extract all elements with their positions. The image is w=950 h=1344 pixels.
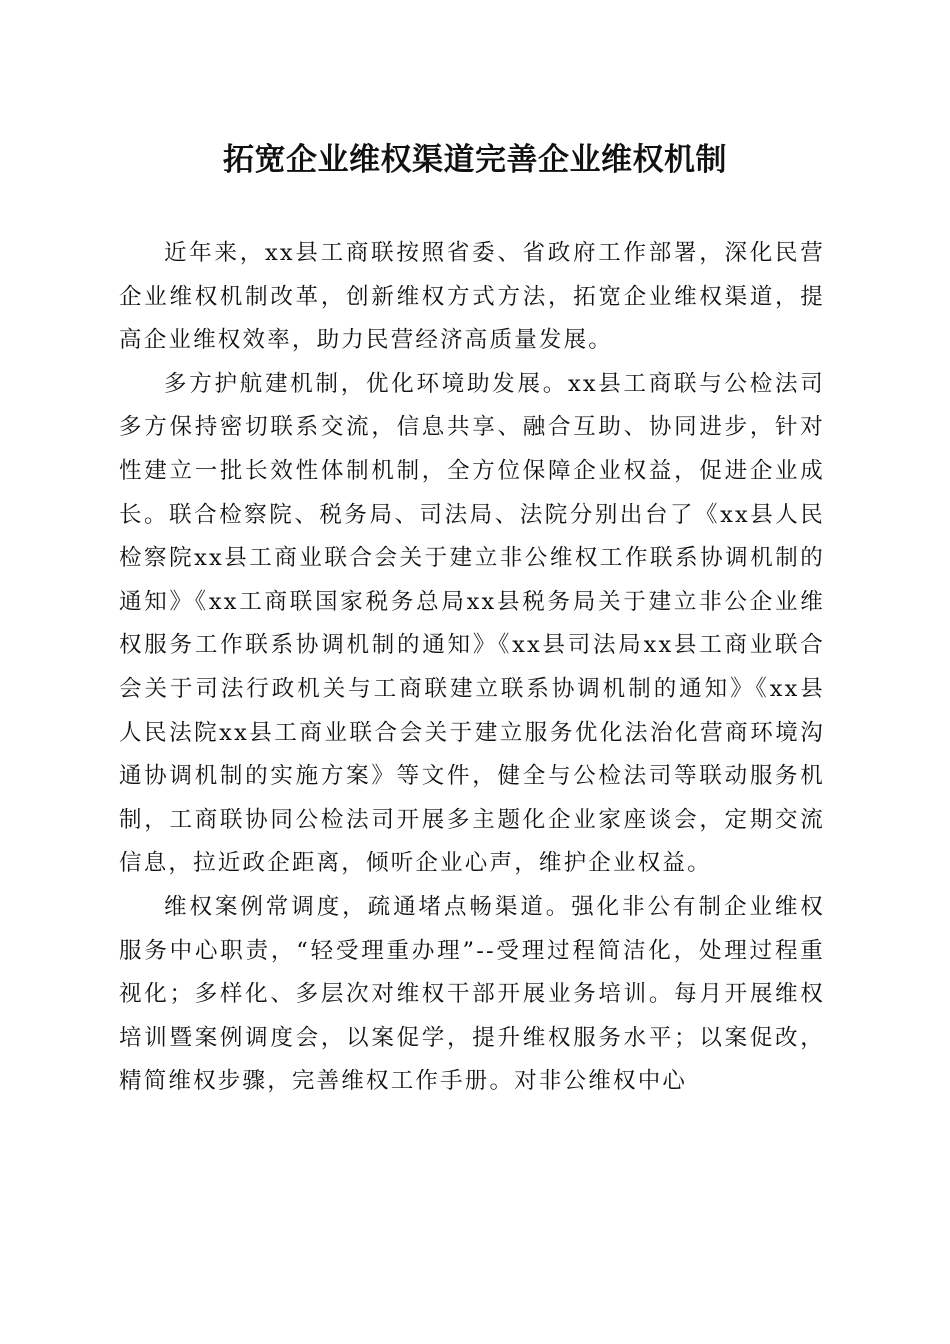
paragraph-intro: 近年来，xx县工商联按照省委、省政府工作部署，深化民营企业维权机制改革，创新维权方式方法，拓宽企业维权渠道，提高企业维权效率，助力民营经济高质量发展。 [119,240,825,354]
document-title: 拓宽企业维权渠道完善企业维权机制 [223,142,727,178]
paragraph-mechanism: 多方护航建机制，优化环境助发展。xx县工商联与公检法司多方保持密切联系交流，信息共享、融合互助、协同进步，针对性建立一批长效性体制机制，全方位保障企业权益，促进企业成长。联合检察院、税务局、司法局、法院分别出台了《xx县人民检察院xx县工商业联合会关于建立非公维权工作联系协调机制的通知》《xx工商联国家税务总局xx县税务局关于建立非公企业维权服务工作联系协调机制的通知》《xx县司法局xx县工商业联合会关于司法行政机关与工商联建立联系协调机制的通知》《xx县人民法院xx县工商业联合会关于建立服务优化法治化营商环境沟通协调机制的实施方案》等文件，健全与公检法司等联动服务机制，工商联协同公检法司开展多主题化企业家座谈会，定期交流信息，拉近政企距离，倾听企业心声，维护企业权益。 [119,370,825,877]
document-body [119,232,825,1104]
paragraph-case-dispatch: 维权案例常调度，疏通堵点畅渠道。强化非公有制企业维权服务中心职责，“轻受理重办理”--受理过程简洁化，处理过程重视化；多样化、多层次对维权干部开展业务培训。每月开展维权培训暨案例调度会，以案促学，提升维权服务水平；以案促改，精简维权步骤，完善维权工作手册。对非公维权中心 [119,893,825,1095]
